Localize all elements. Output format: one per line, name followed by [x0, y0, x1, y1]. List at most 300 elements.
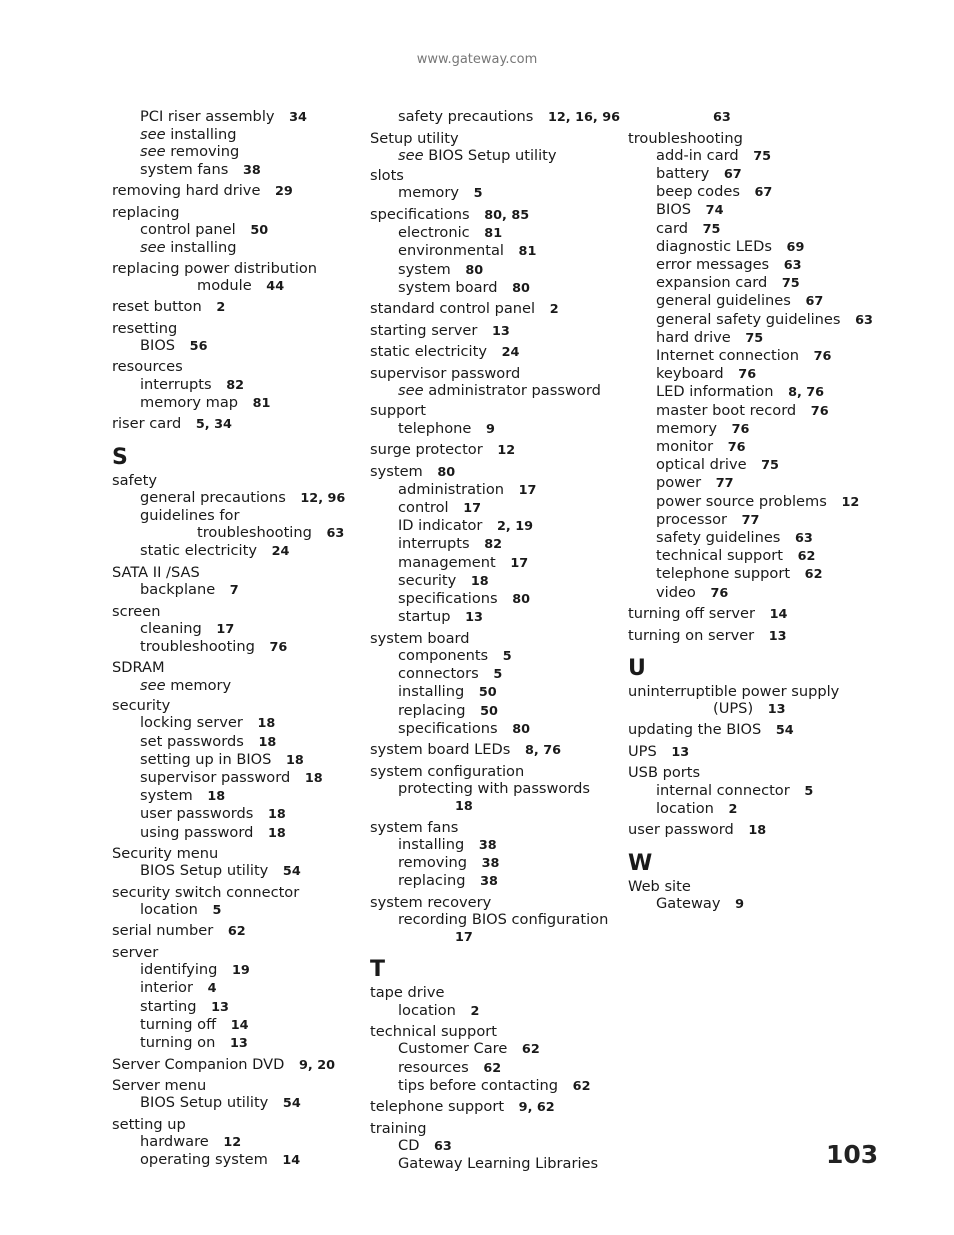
index-subentry: [112, 751, 362, 769]
index-subentry: [370, 481, 620, 499]
page-reference: 75: [702, 221, 721, 237]
index-subentry: [628, 565, 878, 583]
index-term: BIOS: [656, 201, 692, 219]
page-reference: 12, 16, 96: [547, 110, 621, 125]
index-entry: [112, 260, 362, 277]
page-reference: 18: [267, 825, 286, 841]
page-reference: 77: [715, 476, 734, 492]
page-reference: 75: [781, 276, 800, 292]
index-term: interrupts: [398, 535, 470, 553]
see-reference-label: see: [140, 126, 166, 144]
index-term: startup: [398, 608, 451, 626]
index-subentry: [370, 279, 620, 297]
index-term: turning on: [140, 1034, 216, 1051]
index-entry: [370, 130, 620, 147]
index-term: technical support: [370, 1023, 497, 1041]
index-term: starting server: [370, 321, 478, 339]
index-term: setting up in BIOS: [140, 750, 272, 768]
index-subentry: [112, 1133, 362, 1151]
index-subentry: [628, 238, 878, 256]
page-reference: 9, 62: [518, 1100, 555, 1116]
index-subentry: [628, 347, 878, 365]
index-term: uninterruptible power supply: [628, 682, 840, 700]
index-entry: [112, 415, 362, 433]
page-reference: 50: [478, 685, 497, 701]
index-subentry: [112, 638, 362, 656]
index-subentry: [628, 456, 878, 474]
index-term: backplane: [140, 581, 216, 599]
index-term: system board: [370, 629, 470, 647]
page-reference: 9: [735, 896, 744, 912]
index-subentry: [112, 337, 362, 355]
index-entry: [370, 1098, 620, 1116]
index-term: support: [370, 402, 427, 420]
index-subentry: [370, 665, 620, 683]
index-subentry: [370, 108, 620, 126]
page-reference: 5: [212, 902, 222, 918]
index-subentry: [370, 683, 620, 701]
index-subentry: [112, 239, 362, 256]
index-term: specifications: [398, 719, 498, 737]
index-subentry: [112, 1094, 362, 1112]
page-reference: 2, 19: [497, 519, 534, 535]
index-entry: [370, 894, 620, 911]
index-term: replacing: [398, 701, 466, 719]
page-reference: 63: [713, 110, 731, 125]
index-term: processor: [656, 510, 728, 528]
index-subentry: [370, 1002, 620, 1020]
index-entry: [112, 182, 362, 200]
index-subentry: [112, 161, 362, 179]
index-subentry: [370, 147, 620, 164]
index-term: PCI riser assembly: [140, 108, 275, 125]
page-reference: 13: [768, 628, 787, 644]
index-term: standard control panel: [370, 300, 536, 318]
index-term: using password: [140, 823, 254, 841]
index-term: location: [398, 1001, 456, 1019]
page-reference: 54: [282, 864, 301, 880]
index-term: security switch connector: [112, 883, 300, 901]
page-reference: 54: [775, 723, 794, 739]
index-term: Server menu: [112, 1077, 207, 1094]
index-entry: [112, 564, 362, 581]
index-term: tips before contacting: [398, 1076, 559, 1094]
index-subentry: [112, 221, 362, 239]
index-subentry: [628, 383, 878, 401]
index-term: BIOS Setup utility: [140, 1094, 269, 1112]
index-term: training: [370, 1119, 427, 1137]
index-term: updating the BIOS: [628, 721, 762, 739]
index-entry: [628, 821, 878, 839]
index-term: control: [398, 499, 449, 517]
index-term: system board: [398, 278, 498, 296]
index-term: BIOS Setup utility: [140, 862, 269, 880]
index-term: server: [112, 943, 159, 961]
index-subentry: [112, 901, 362, 919]
index-subentry: [112, 277, 362, 295]
index-term: telephone support: [656, 565, 791, 583]
index-term: specifications: [370, 205, 470, 223]
index-entry: [112, 944, 362, 961]
page-reference: 14: [230, 1017, 249, 1033]
index-subentry: [628, 183, 878, 201]
page-reference: 13: [211, 999, 229, 1015]
index-term: replacing: [112, 203, 180, 221]
page-reference: 18: [455, 799, 473, 815]
index-entry: [112, 1077, 362, 1094]
index-entry: [628, 605, 878, 623]
index-subentry: [112, 489, 362, 507]
index-entry: [370, 206, 620, 224]
page-reference: 76: [810, 403, 829, 419]
index-term: supervisor password: [140, 768, 291, 786]
page-reference: 38: [481, 856, 500, 872]
index-term: resources: [398, 1058, 469, 1076]
index-entry: [112, 884, 362, 901]
page-reference: 80, 85: [484, 207, 530, 223]
index-term: diagnostic LEDs: [656, 237, 772, 255]
page-reference: 80: [437, 464, 456, 480]
index-subentry: [370, 647, 620, 665]
index-term: CD: [398, 1136, 420, 1154]
index-term: slots: [370, 167, 404, 185]
index-term: control panel: [140, 220, 236, 238]
page-reference: 5: [804, 783, 814, 799]
index-term: connectors: [398, 665, 479, 683]
index-subentry: [370, 590, 620, 608]
index-subentry: [628, 147, 878, 165]
page-reference: 14: [282, 1153, 301, 1169]
index-subentry: [370, 928, 620, 946]
index-term: static electricity: [370, 343, 487, 361]
index-term: Setup utility: [370, 129, 459, 147]
index-subentry: [628, 292, 878, 310]
index-term: USB ports: [628, 764, 701, 782]
index-entry: [370, 1120, 620, 1137]
index-term: video: [656, 583, 696, 601]
page-reference: 24: [501, 345, 520, 361]
section-letter-heading: W: [628, 850, 653, 876]
page-reference: 18: [257, 716, 276, 732]
page-reference: 38: [478, 837, 497, 853]
index-term: optical drive: [656, 456, 747, 474]
index-term: user passwords: [140, 805, 254, 823]
index-subentry: [370, 224, 620, 242]
index-term: interior: [140, 979, 193, 997]
see-reference-label: see: [140, 143, 166, 161]
page-reference: 17: [518, 482, 537, 498]
index-subentry: [112, 998, 362, 1016]
index-term: management: [398, 553, 496, 571]
page-reference: 63: [795, 530, 813, 546]
index-subentry: [628, 420, 878, 438]
page-reference: 17: [510, 555, 529, 571]
index-entry: [112, 1056, 362, 1074]
index-entry: [112, 472, 362, 489]
index-term: Web site: [628, 877, 691, 895]
see-reference-label: see: [398, 146, 424, 164]
index-subentry: [628, 700, 878, 718]
page-reference: 63: [434, 1138, 452, 1154]
page-reference: 5: [473, 186, 483, 202]
index-column-2: [370, 108, 620, 1172]
page-reference: 2: [470, 1003, 480, 1019]
index-column-3: [628, 108, 878, 913]
index-term: general precautions: [140, 488, 286, 506]
page-reference: 17: [216, 621, 235, 637]
index-term: system: [398, 260, 451, 278]
index-term: battery: [656, 164, 710, 182]
index-subentry: [112, 787, 362, 805]
index-term: removing: [398, 854, 468, 872]
index-term: safety: [112, 471, 158, 489]
index-term: telephone: [398, 419, 472, 437]
page-reference: 69: [786, 239, 805, 255]
index-entry: [628, 130, 878, 147]
index-term: BIOS: [140, 336, 176, 354]
index-subentry: [370, 836, 620, 854]
index-entry: [112, 659, 362, 676]
index-entry: [112, 922, 362, 940]
index-term: beep codes: [656, 183, 740, 201]
index-term: components: [398, 646, 489, 664]
index-term: SATA II /SAS: [112, 563, 200, 581]
index-term: system: [140, 787, 193, 805]
index-entry: [370, 819, 620, 836]
page-reference: 82: [484, 537, 502, 553]
index-subentry: [628, 547, 878, 565]
index-term: Security menu: [112, 845, 219, 863]
index-subentry: [628, 800, 878, 818]
index-term: hard drive: [656, 328, 731, 346]
index-term: guidelines for: [140, 506, 240, 524]
index-term: master boot record: [656, 401, 797, 419]
index-term: system recovery: [370, 893, 492, 911]
page-reference: 19: [232, 963, 250, 979]
index-term: resetting: [112, 319, 178, 337]
page-reference: 12: [497, 443, 516, 459]
section-letter-heading: S: [112, 444, 128, 470]
index-entry: [112, 845, 362, 862]
index-entry: [628, 683, 878, 700]
page-reference: 62: [572, 1078, 591, 1094]
page-reference: 12, 96: [300, 490, 346, 506]
index-term: location: [656, 799, 714, 817]
index-entry: [370, 441, 620, 459]
index-term: recording BIOS configuration: [398, 910, 609, 928]
index-entry: [370, 984, 620, 1001]
index-subentry: [370, 242, 620, 260]
index-term: riser card: [112, 415, 182, 433]
index-term: (UPS): [713, 699, 754, 717]
page-reference: 82: [226, 377, 244, 393]
index-subentry: [112, 108, 362, 126]
index-term: protecting with passwords: [398, 779, 591, 797]
index-term: add-in card: [656, 146, 739, 164]
index-subentry: [112, 1016, 362, 1034]
index-subentry: [370, 1040, 620, 1058]
page-reference: 18: [258, 734, 277, 750]
page-reference: 75: [745, 330, 764, 346]
index-subentry: [112, 862, 362, 880]
index-term: static electricity: [140, 542, 257, 560]
index-subentry: [112, 677, 362, 694]
page-reference: 7: [229, 583, 239, 599]
index-term: tape drive: [370, 984, 445, 1002]
index-subentry: [112, 1034, 362, 1052]
index-term: administration: [398, 480, 505, 498]
index-entry: [370, 300, 620, 318]
index-subentry: [628, 529, 878, 547]
index-subentry: [112, 376, 362, 394]
index-term: cleaning: [140, 619, 202, 637]
index-subentry: [112, 961, 362, 979]
page-reference: 75: [753, 148, 772, 164]
index-term: expansion card: [656, 274, 768, 292]
page-reference: 80: [512, 280, 530, 296]
page-reference: 62: [521, 1042, 540, 1058]
page-reference: 63: [326, 526, 345, 542]
index-term: removing hard drive: [112, 182, 261, 200]
index-subentry: [628, 438, 878, 456]
index-entry: [112, 320, 362, 337]
index-subentry: [112, 714, 362, 732]
index-entry: [370, 763, 620, 780]
page-reference: 12: [223, 1134, 242, 1150]
index-term: interrupts: [140, 375, 212, 393]
index-term: system board LEDs: [370, 741, 511, 759]
index-term: location: [140, 900, 198, 918]
index-term: Internet connection: [656, 346, 799, 364]
page-reference: 5, 34: [195, 417, 232, 433]
index-subentry: [370, 797, 620, 815]
index-term: turning off server: [628, 605, 755, 623]
index-term: memory: [656, 419, 717, 437]
index-subentry: [628, 311, 878, 329]
index-term: error messages: [656, 255, 770, 273]
index-term: removing: [170, 143, 240, 161]
index-subentry: [112, 524, 362, 542]
page-reference: 18: [470, 573, 489, 589]
index-term: power: [656, 474, 702, 492]
index-subentry: [628, 402, 878, 420]
index-subentry: [370, 1155, 620, 1172]
index-subentry: [628, 329, 878, 347]
page-reference: 12: [841, 494, 860, 510]
index-subentry: [370, 780, 620, 797]
page-reference: 80: [465, 262, 484, 278]
page-reference: 81: [484, 226, 503, 242]
index-entry: [370, 167, 620, 184]
index-subentry: [112, 143, 362, 160]
page-reference: 50: [250, 222, 269, 238]
index-subentry: [370, 572, 620, 590]
index-term: memory: [398, 184, 459, 202]
index-term: surge protector: [370, 441, 483, 459]
page-reference: 9, 20: [298, 1057, 335, 1073]
index-term: setting up: [112, 1115, 186, 1133]
index-entry: [370, 322, 620, 340]
index-term: memory: [170, 676, 232, 694]
page-reference: 76: [813, 348, 832, 364]
page-reference: 56: [189, 338, 208, 354]
page-reference: 74: [705, 203, 724, 219]
index-term: power source problems: [656, 492, 827, 510]
page-reference: 67: [754, 185, 773, 201]
index-term: set passwords: [140, 732, 244, 750]
page-reference: 2: [549, 302, 559, 318]
index-entry: [112, 697, 362, 714]
index-entry: [628, 764, 878, 781]
index-subentry: [112, 824, 362, 842]
page-reference: 62: [227, 924, 246, 940]
index-subentry: [370, 911, 620, 928]
index-subentry: [370, 184, 620, 202]
index-term: LED information: [656, 383, 774, 401]
page-reference: 81: [252, 395, 271, 411]
index-subentry: [370, 499, 620, 517]
page-reference: 17: [455, 930, 473, 946]
index-term: electronic: [398, 224, 470, 242]
index-term: BIOS Setup utility: [428, 146, 557, 164]
index-subentry: [112, 620, 362, 638]
index-entry: [370, 402, 620, 419]
index-term: specifications: [398, 590, 498, 608]
index-subentry: [628, 493, 878, 511]
index-term: serial number: [112, 922, 214, 940]
index-subentry: [628, 584, 878, 602]
index-subentry: [370, 261, 620, 279]
index-term: environmental: [398, 242, 504, 260]
index-term: monitor: [656, 437, 714, 455]
index-term: telephone support: [370, 1098, 505, 1116]
index-subentry: [370, 420, 620, 438]
index-term: replacing: [398, 872, 466, 890]
page-reference: 50: [480, 703, 498, 719]
index-term: hardware: [140, 1132, 209, 1150]
index-term: turning on server: [628, 626, 755, 644]
index-term: turning off: [140, 1015, 217, 1033]
page-reference: 13: [492, 323, 510, 339]
page-reference: 54: [282, 1096, 301, 1112]
index-subentry: [370, 1137, 620, 1155]
index-term: locking server: [140, 714, 243, 732]
index-term: operating system: [140, 1151, 268, 1169]
page-reference: 80: [512, 721, 531, 737]
index-entry: [370, 365, 620, 382]
index-entry: [112, 204, 362, 221]
index-subentry: [112, 542, 362, 560]
index-term: security: [398, 571, 457, 589]
index-term: troubleshooting: [628, 129, 743, 147]
page-reference: 18: [286, 752, 304, 768]
index-entry: [112, 298, 362, 316]
index-term: SDRAM: [112, 659, 165, 677]
page-reference: 34: [289, 110, 307, 125]
page-reference: 62: [797, 549, 816, 565]
index-subentry: [628, 108, 878, 126]
index-subentry: [112, 733, 362, 751]
index-term: Customer Care: [398, 1040, 508, 1058]
index-term: supervisor password: [370, 364, 521, 382]
index-term: troubleshooting: [140, 637, 255, 655]
index-subentry: [112, 507, 362, 524]
see-reference-label: see: [140, 239, 166, 257]
index-term: system fans: [140, 160, 229, 178]
page-reference: 18: [304, 770, 323, 786]
index-subentry: [628, 895, 878, 913]
page-reference: 67: [723, 166, 742, 182]
